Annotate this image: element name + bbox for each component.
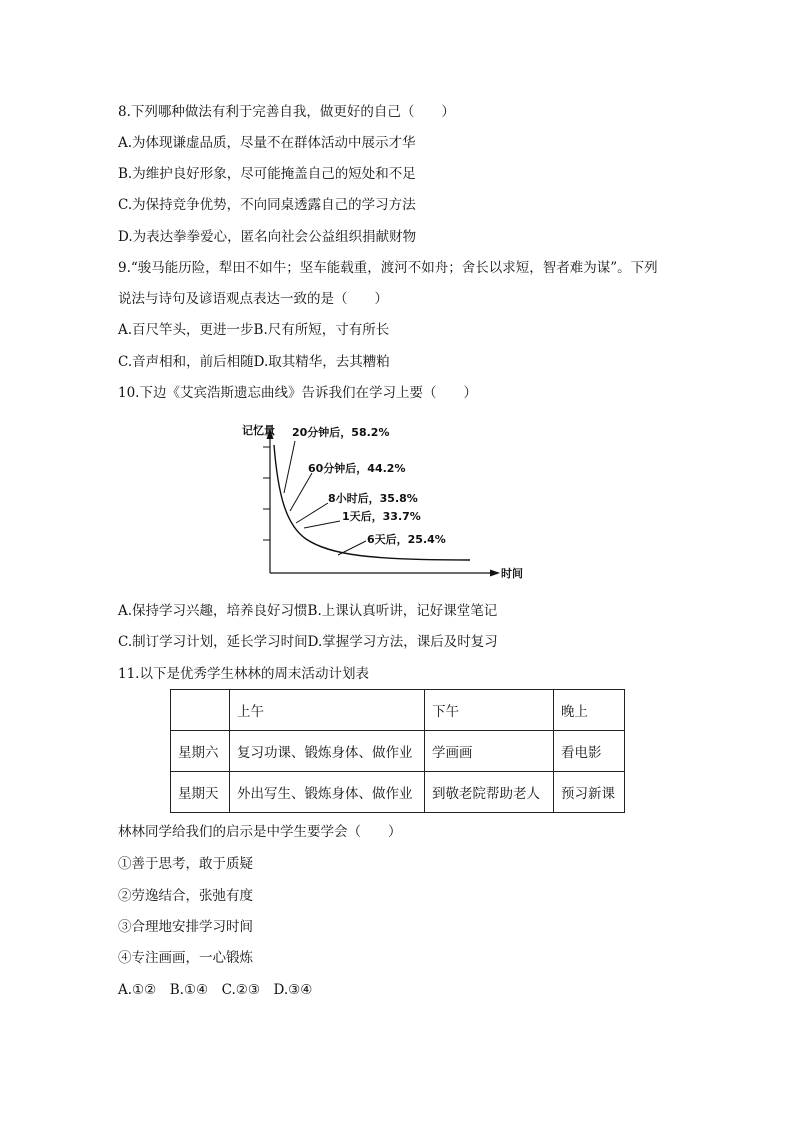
leader-line-6d — [338, 541, 366, 555]
question-8-option-b: B.为维护良好形象，尽可能掩盖自己的短处和不足 — [118, 166, 416, 182]
x-axis-arrow — [490, 570, 500, 577]
table-cell: 星期六 — [171, 731, 230, 772]
question-10-options-ab: A.保持学习兴趣，培养良好习惯B.上课认真听讲，记好课堂笔记 — [118, 603, 498, 619]
table-cell: 星期天 — [171, 772, 230, 813]
table-row — [171, 772, 625, 813]
question-8-option-a: A.为体现谦虚品质，尽量不在群体活动中展示才华 — [118, 135, 416, 151]
question-11-question: 林林同学给我们的启示是中学生要学会（ ） — [118, 824, 402, 840]
table-header-cell: 上午 — [230, 690, 425, 731]
data-label-60min: 60分钟后，44.2% — [308, 462, 406, 475]
table-header-cell — [171, 690, 230, 731]
question-11-item-2: ②劳逸结合，张弛有度 — [118, 888, 253, 904]
question-8-stem: 8.下列哪种做法有利于完善自我，做更好的自己（ ） — [118, 104, 455, 120]
weekend-plan-table — [170, 689, 625, 813]
question-11-stem: 11.以下是优秀学生林林的周末活动计划表 — [118, 666, 369, 682]
question-8-option-d: D.为表达拳拳爱心，匿名向社会公益组织捐献财物 — [118, 229, 417, 245]
question-9-options-cd: C.音声相和，前后相随D.取其精华，去其糟粕 — [118, 354, 390, 370]
table-cell: 外出写生、锻炼身体、做作业 — [230, 772, 425, 813]
question-9-stem-line2: 说法与诗句及谚语观点表达一致的是（ ） — [118, 291, 388, 307]
data-label-1d: 1天后，33.7% — [342, 510, 421, 523]
data-label-20min: 20分钟后，58.2% — [292, 426, 390, 439]
table-header-cell: 下午 — [425, 690, 554, 731]
leader-line-8h — [296, 503, 328, 523]
question-9-options-ab: A.百尺竿头，更进一步B.尺有所短，寸有所长 — [118, 322, 390, 338]
leader-line-60min — [290, 473, 312, 511]
x-axis-label: 时间 — [501, 567, 523, 580]
question-8-option-c: C.为保持竞争优势，不向同桌透露自己的学习方法 — [118, 197, 416, 213]
question-11-item-1: ①善于思考，敢于质疑 — [118, 856, 253, 872]
table-row — [171, 731, 625, 772]
table-header-cell: 晚上 — [554, 690, 625, 731]
question-10-stem: 10.下边《艾宾浩斯遗忘曲线》告诉我们在学习上要（ ） — [118, 385, 477, 401]
table-cell: 学画画 — [425, 731, 554, 772]
question-10-options-cd: C.制订学习计划，延长学习时间D.掌握学习方法，课后及时复习 — [118, 634, 498, 650]
leader-line-20min — [284, 441, 295, 493]
leader-line-1d — [304, 521, 340, 528]
table-cell: 看电影 — [554, 731, 625, 772]
table-cell: 预习新课 — [554, 772, 625, 813]
table-cell: 复习功课、锻炼身体、做作业 — [230, 731, 425, 772]
table-header-row — [171, 690, 625, 731]
y-axis-label: 记忆量 — [242, 424, 275, 437]
forgetting-curve-chart — [230, 415, 540, 585]
question-11-item-3: ③合理地安排学习时间 — [118, 919, 253, 935]
data-label-6d: 6天后，25.4% — [367, 533, 446, 546]
data-label-8h: 8小时后，35.8% — [328, 492, 418, 505]
question-11-item-4: ④专注画画，一心锻炼 — [118, 950, 253, 966]
table-cell: 到敬老院帮助老人 — [425, 772, 554, 813]
question-11-answer-options: A.①② B.①④ C.②③ D.③④ — [118, 982, 313, 998]
question-9-stem-line1: 9.“骏马能历险，犁田不如牛；坚车能载重，渡河不如舟；舍长以求短，智者难为谋”。下列 — [118, 260, 658, 276]
